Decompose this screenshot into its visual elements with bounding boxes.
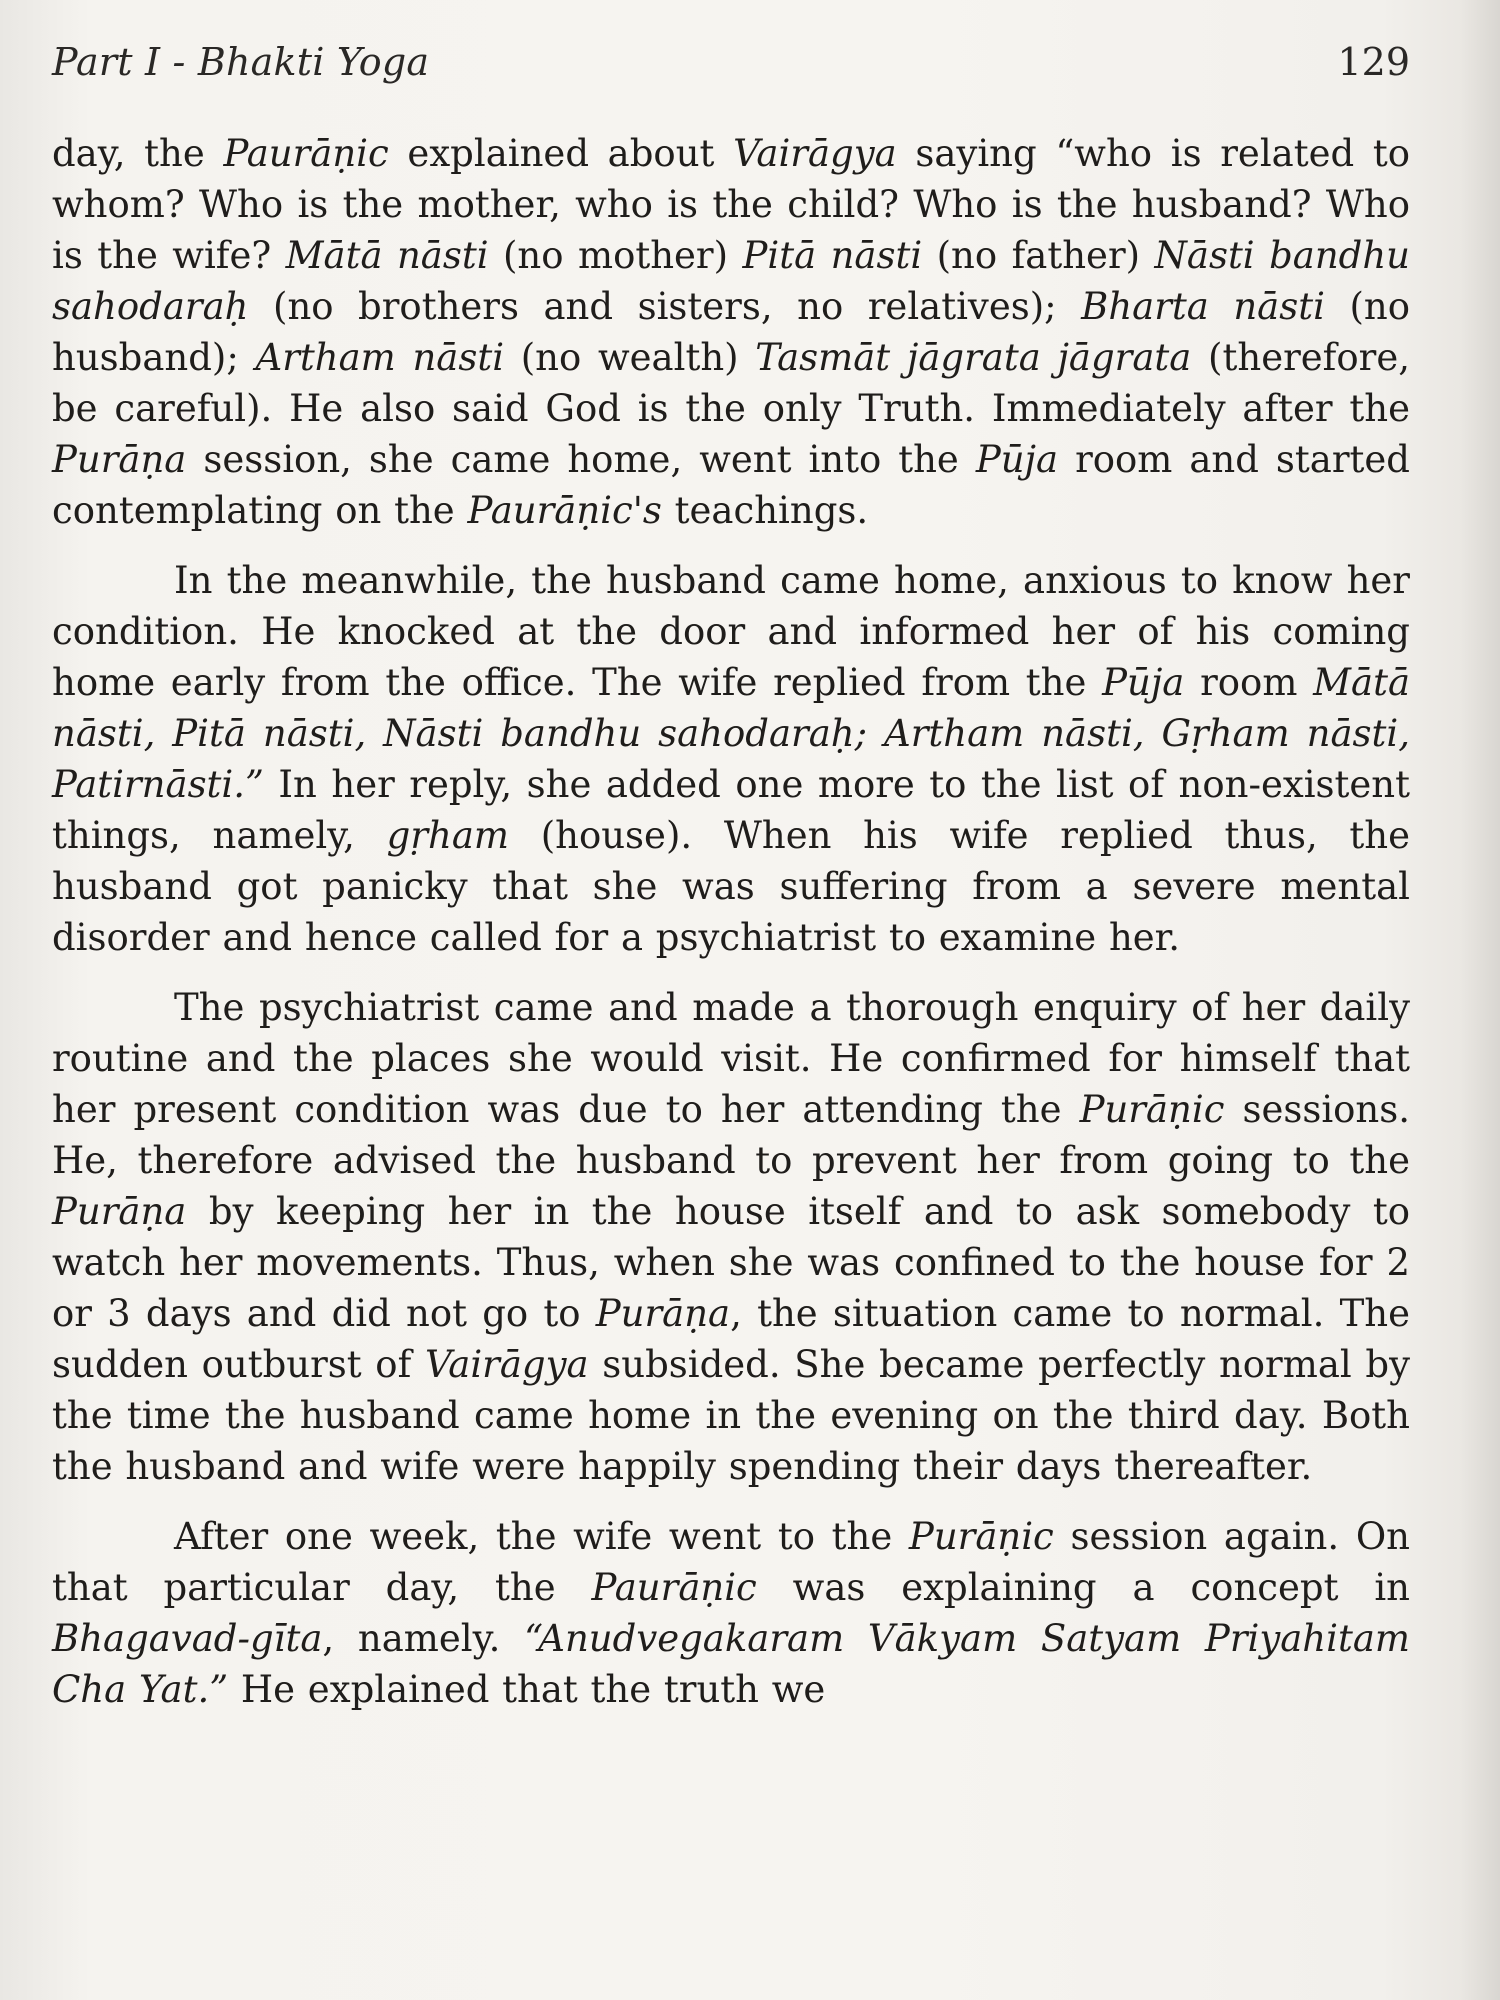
italic-term: Mātā nāsti, Pitā nāsti, Nāsti bandhu sahodaraḥ; Artham nāsti, Gṛham nāsti, Patirnāsti.” bbox=[52, 661, 1410, 806]
italic-term: Bhagavad-gīta bbox=[52, 1617, 323, 1660]
italic-term: Pūja bbox=[975, 438, 1059, 481]
italic-term: Vairāgya bbox=[733, 132, 897, 175]
text-run: sessions. He, therefore advised the husband to prevent her from going to the bbox=[52, 1088, 1411, 1182]
text-run: (no wealth) bbox=[504, 336, 756, 379]
text-run: (no husband); bbox=[52, 285, 1410, 379]
text-run: The psychiatrist came and made a thorough enquiry of her daily routine and the places she would visit. He confirmed for himself that her present condition was due to her attending the bbox=[52, 986, 1410, 1131]
text-run: (no father) bbox=[922, 234, 1155, 277]
text-run: room bbox=[1184, 661, 1314, 704]
paragraph-3 bbox=[52, 982, 1410, 1492]
italic-term: Pūja bbox=[1102, 661, 1185, 704]
italic-term: Purāṇic bbox=[1079, 1088, 1225, 1131]
italic-term: “Anudvegakaram Vākyam Satyam Priyahitam Cha Yat.” bbox=[52, 1617, 1410, 1711]
italic-term: Paurāṇic bbox=[223, 132, 389, 175]
text-run: room and started contemplating on the bbox=[52, 438, 1410, 532]
text-run: (no brothers and sisters, no relatives); bbox=[248, 285, 1082, 328]
italic-term: Vairāgya bbox=[424, 1343, 589, 1386]
text-run: , namely. bbox=[322, 1617, 525, 1660]
paragraph-2 bbox=[52, 555, 1410, 963]
italic-term: Purāṇa bbox=[52, 438, 187, 481]
text-run: (no mother) bbox=[488, 234, 743, 277]
italic-term: Purāṇa bbox=[595, 1292, 731, 1335]
paragraph-4 bbox=[52, 1511, 1410, 1715]
italic-term: Artham nāsti bbox=[255, 336, 505, 379]
text-run: In her reply, she added one more to the list of non-existent things, namely, bbox=[52, 763, 1410, 857]
body-text bbox=[52, 128, 1410, 1734]
italic-term: Nāsti bandhu sahodaraḥ bbox=[52, 234, 1410, 328]
italic-term: Mātā nāsti bbox=[285, 234, 489, 277]
text-run: teachings. bbox=[661, 489, 869, 532]
running-title: Part I - Bhakti Yoga bbox=[52, 40, 430, 84]
italic-term: Bharta nāsti bbox=[1081, 285, 1325, 328]
text-run: session, she came home, went into the bbox=[186, 438, 976, 481]
italic-term: Purāṇa bbox=[52, 1190, 187, 1233]
text-run: saying “who is related to whom? Who is the mother, who is the child? Who is the husband? Who is the wife? bbox=[52, 132, 1410, 277]
italic-term: Purāṇic bbox=[908, 1515, 1054, 1558]
text-run: (house). When his wife replied thus, the husband got panicky that she was suffering from a severe mental disorder and hence called for a psychiatrist to examine her. bbox=[52, 814, 1411, 959]
italic-term: Paurāṇic's bbox=[467, 489, 662, 532]
italic-term: Tasmāt jāgrata jāgrata bbox=[755, 336, 1192, 379]
text-run: by keeping her in the house itself and to ask somebody to watch her movements. Thus, when she was confined to the house for 2 or 3 days and did not go to bbox=[52, 1190, 1410, 1335]
text-run: explained about bbox=[388, 132, 734, 175]
running-header bbox=[52, 40, 1410, 90]
text-run: In the meanwhile, the husband came home, anxious to know her condition. He knocked at the door and informed her of his coming home early from the office. The wife replied from the bbox=[52, 559, 1410, 704]
text-run: , the situation came to normal. The sudden outburst of bbox=[52, 1292, 1410, 1386]
page-edge-shadow bbox=[1460, 0, 1500, 2000]
text-run: (therefore, be careful). He also said God is the only Truth. Immediately after the bbox=[52, 336, 1410, 430]
text-run: He explained that the truth we bbox=[228, 1668, 826, 1711]
italic-term: Paurāṇic bbox=[591, 1566, 757, 1609]
text-run: day, the bbox=[52, 132, 224, 175]
text-run: session again. On that particular day, the bbox=[52, 1515, 1410, 1609]
page-number: 129 bbox=[1337, 40, 1410, 84]
italic-term: Pitā nāsti bbox=[742, 234, 923, 277]
text-run: was explaining a concept in bbox=[756, 1566, 1410, 1609]
paragraph-1 bbox=[52, 128, 1410, 536]
italic-term: gṛham bbox=[386, 814, 509, 857]
text-run: After one week, the wife went to the bbox=[174, 1515, 909, 1558]
text-run: subsided. She became perfectly normal by the time the husband came home in the evening on the third day. Both the husband and wife were happily spending their days thereafter. bbox=[52, 1343, 1410, 1488]
